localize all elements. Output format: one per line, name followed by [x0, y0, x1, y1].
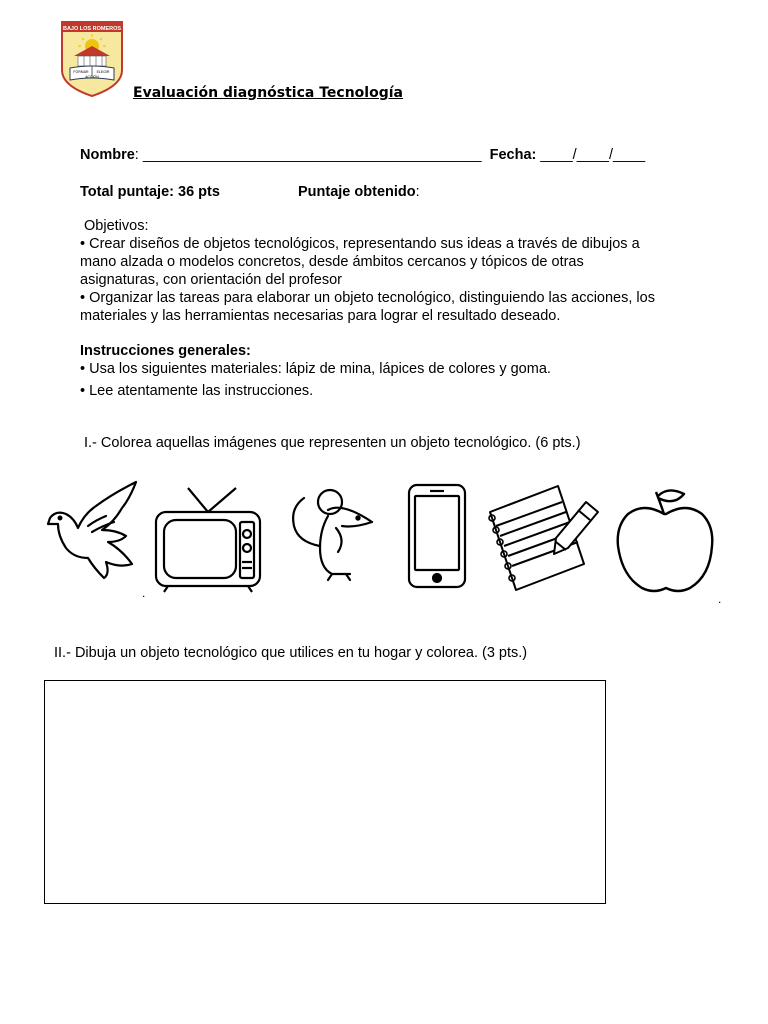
name-blank[interactable]: : __________________________________________: [134, 147, 482, 163]
logo-motto-right: ELEGIR: [96, 70, 110, 74]
student-info-row: [80, 147, 645, 163]
obtained-score-label: Puntaje obtenido: [298, 184, 416, 200]
objective-line: materiales y las herramientas necesarias para lograr el resultado deseado.: [80, 308, 561, 324]
smartphone-icon[interactable]: [406, 482, 468, 590]
instructions-heading: Instrucciones generales:: [80, 343, 251, 359]
objective-line: • Crear diseños de objetos tecnológicos, representando sus ideas a través de dibujos a: [80, 236, 640, 252]
obtained-score-colon: :: [415, 184, 420, 200]
image-row: [44, 478, 734, 606]
logo-school-name: BAJO LOS ROMEROS: [62, 26, 122, 32]
mouse-icon[interactable]: [280, 486, 380, 586]
stray-dot: .: [718, 592, 722, 606]
objective-line: mano alzada o modelos concretos, desde ámbitos cercanos y tópicos de otras: [80, 254, 584, 270]
dove-icon[interactable]: [44, 478, 144, 588]
date-label: Fecha:: [489, 147, 537, 163]
date-blank[interactable]: ____/____/____: [536, 147, 646, 163]
obtained-score: [298, 184, 420, 200]
objective-line: • Organizar las tareas para elaborar un objeto tecnológico, distinguiendo las acciones, los: [80, 290, 655, 306]
school-logo: [60, 20, 124, 98]
logo-motto-left: FORMAR: [73, 70, 89, 74]
instruction-item: • Usa los siguientes materiales: lápiz de mina, lápices de colores y goma.: [80, 361, 551, 377]
stray-dot: .: [142, 586, 146, 600]
section2-prompt: II.- Dibuja un objeto tecnológico que utilices en tu hogar y colorea. (3 pts.): [54, 645, 528, 661]
page-title: Evaluación diagnóstica Tecnología: [133, 85, 403, 101]
total-score: Total puntaje: 36 pts: [80, 184, 220, 200]
objective-line: asignaturas, con orientación del profesor: [80, 272, 342, 288]
drawing-box[interactable]: [44, 680, 606, 904]
apple-icon[interactable]: [614, 484, 718, 596]
section1-prompt: I.- Colorea aquellas imágenes que represent​en un objeto tecnológico. (6 pts.): [84, 435, 581, 451]
objectives-heading: Objetivos:: [80, 218, 149, 234]
instruction-item: • Lee atentamente las instrucciones.: [80, 383, 314, 399]
notebook-pencil-icon[interactable]: [482, 480, 606, 598]
logo-motto-bottom: ACCIÓN: [85, 75, 99, 79]
television-icon[interactable]: [150, 478, 266, 593]
name-label: Nombre: [80, 147, 135, 163]
